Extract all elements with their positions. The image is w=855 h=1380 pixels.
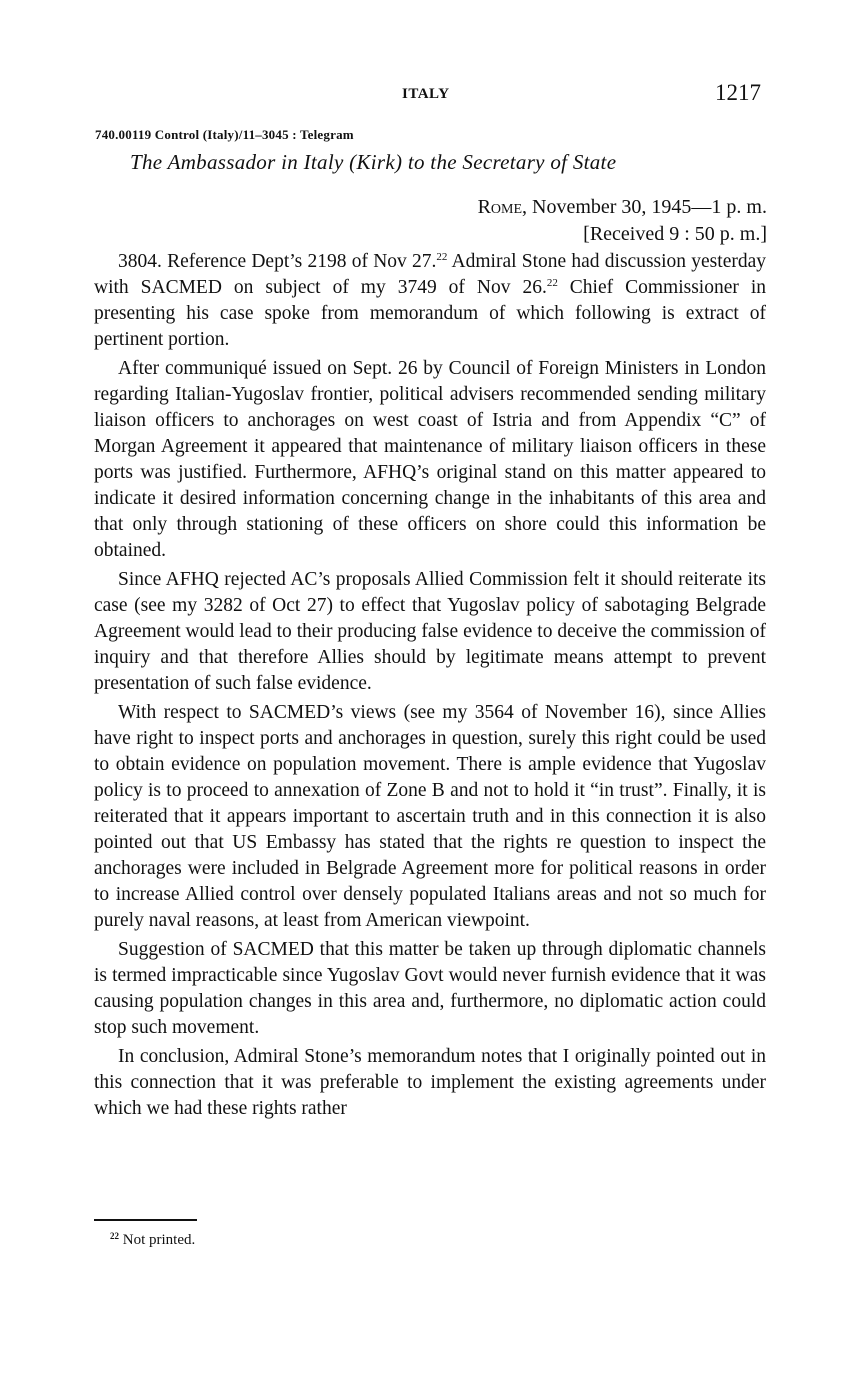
date-text: , November 30, 1945—1 p. m. (522, 196, 767, 218)
paragraph: Since AFHQ rejected AC’s proposals Allied Commission felt it should reiterate its case (see my 3282 of Oct 27) to effect that Yugoslav policy of sabotaging Belgrade Agreement would lead to their producing false evidence to deceive the commission of inquiry and that therefore Allies should by legitimate means attempt to prevent presentation of such false evidence. (94, 569, 766, 694)
paragraph-text: 3804. Reference Dept’s 2198 of Nov 27. (118, 251, 437, 272)
footnote (110, 1232, 195, 1249)
paragraph-text: Admiral Stone had discussion yesterday with SACMED on subject of my 3749 of Nov 26. (94, 251, 766, 298)
received-line: [Received 9 : 50 p. m.] (583, 223, 767, 245)
paragraph: Suggestion of SACMED that this matter be taken up through diplomatic channels is termed impracticable since Yugoslav Govt would never furnish evidence that it was causing population changes in this area and, furthermore, no diplomatic action could stop such movement. (94, 939, 766, 1038)
footnote-ref: 22 (436, 251, 448, 263)
dateline (478, 194, 767, 248)
footnote-text: Not printed. (119, 1232, 196, 1248)
telegram-body (94, 249, 766, 1125)
footnote-divider (94, 1219, 197, 1221)
date-line (478, 194, 767, 221)
file-reference: 740.00119 Control (Italy)/11–3045 : Telegram (95, 127, 354, 142)
running-head (0, 80, 855, 110)
paragraph-text: Chief Commissioner in presenting his case spoke from memorandum of which following is extract of pertinent portion. (94, 277, 767, 350)
paragraph: With respect to SACMED’s views (see my 3564 of November 16), since Allies have right to inspect ports and anchorages in question, surely this right could be used to obtain evidence on population movement. There is ample evidence that Yugoslav policy is to proceed to annexation of Zone B and not to hold it “in trust”. Finally, it is reiterated that it appears important to ascertain truth and in this connection it is also pointed out that US Embassy has stated that the rights re question to inspect the anchorages were included in Belgrade Agreement more for political reasons in order to increase Allied control over densely populated Italians areas and not so much for purely naval reasons, at least from American viewpoint. (94, 702, 766, 931)
paragraph: In conclusion, Admiral Stone’s memorandum notes that I originally pointed out in this connection that it was preferable to implement the existing agreements under which we had these rights rather (94, 1046, 766, 1119)
paragraph (94, 249, 766, 353)
page-number: 1217 (715, 80, 761, 105)
document-title: The Ambassador in Italy (Kirk) to the Secretary of State (130, 150, 617, 174)
section-title: ITALY (402, 86, 450, 102)
paragraph: After communiqué issued on Sept. 26 by Council of Foreign Ministers in London regarding Italian-Yugoslav frontier, political advisers recommended sending military liaison officers to anchorages on west coast of Istria and from Appendix “C” of Morgan Agreement it appeared that maintenance of military liaison officers in these ports was justified. Furthermore, AFHQ’s original stand on this matter appeared to indicate it desired information concerning change in the inhabitants of this area and that only through stationing of these officers on shore could this information be obtained. (94, 358, 766, 561)
footnote-marker: 22 (110, 1231, 119, 1241)
place-name: Rome (477, 196, 523, 218)
footnote-ref: 22 (546, 277, 558, 289)
